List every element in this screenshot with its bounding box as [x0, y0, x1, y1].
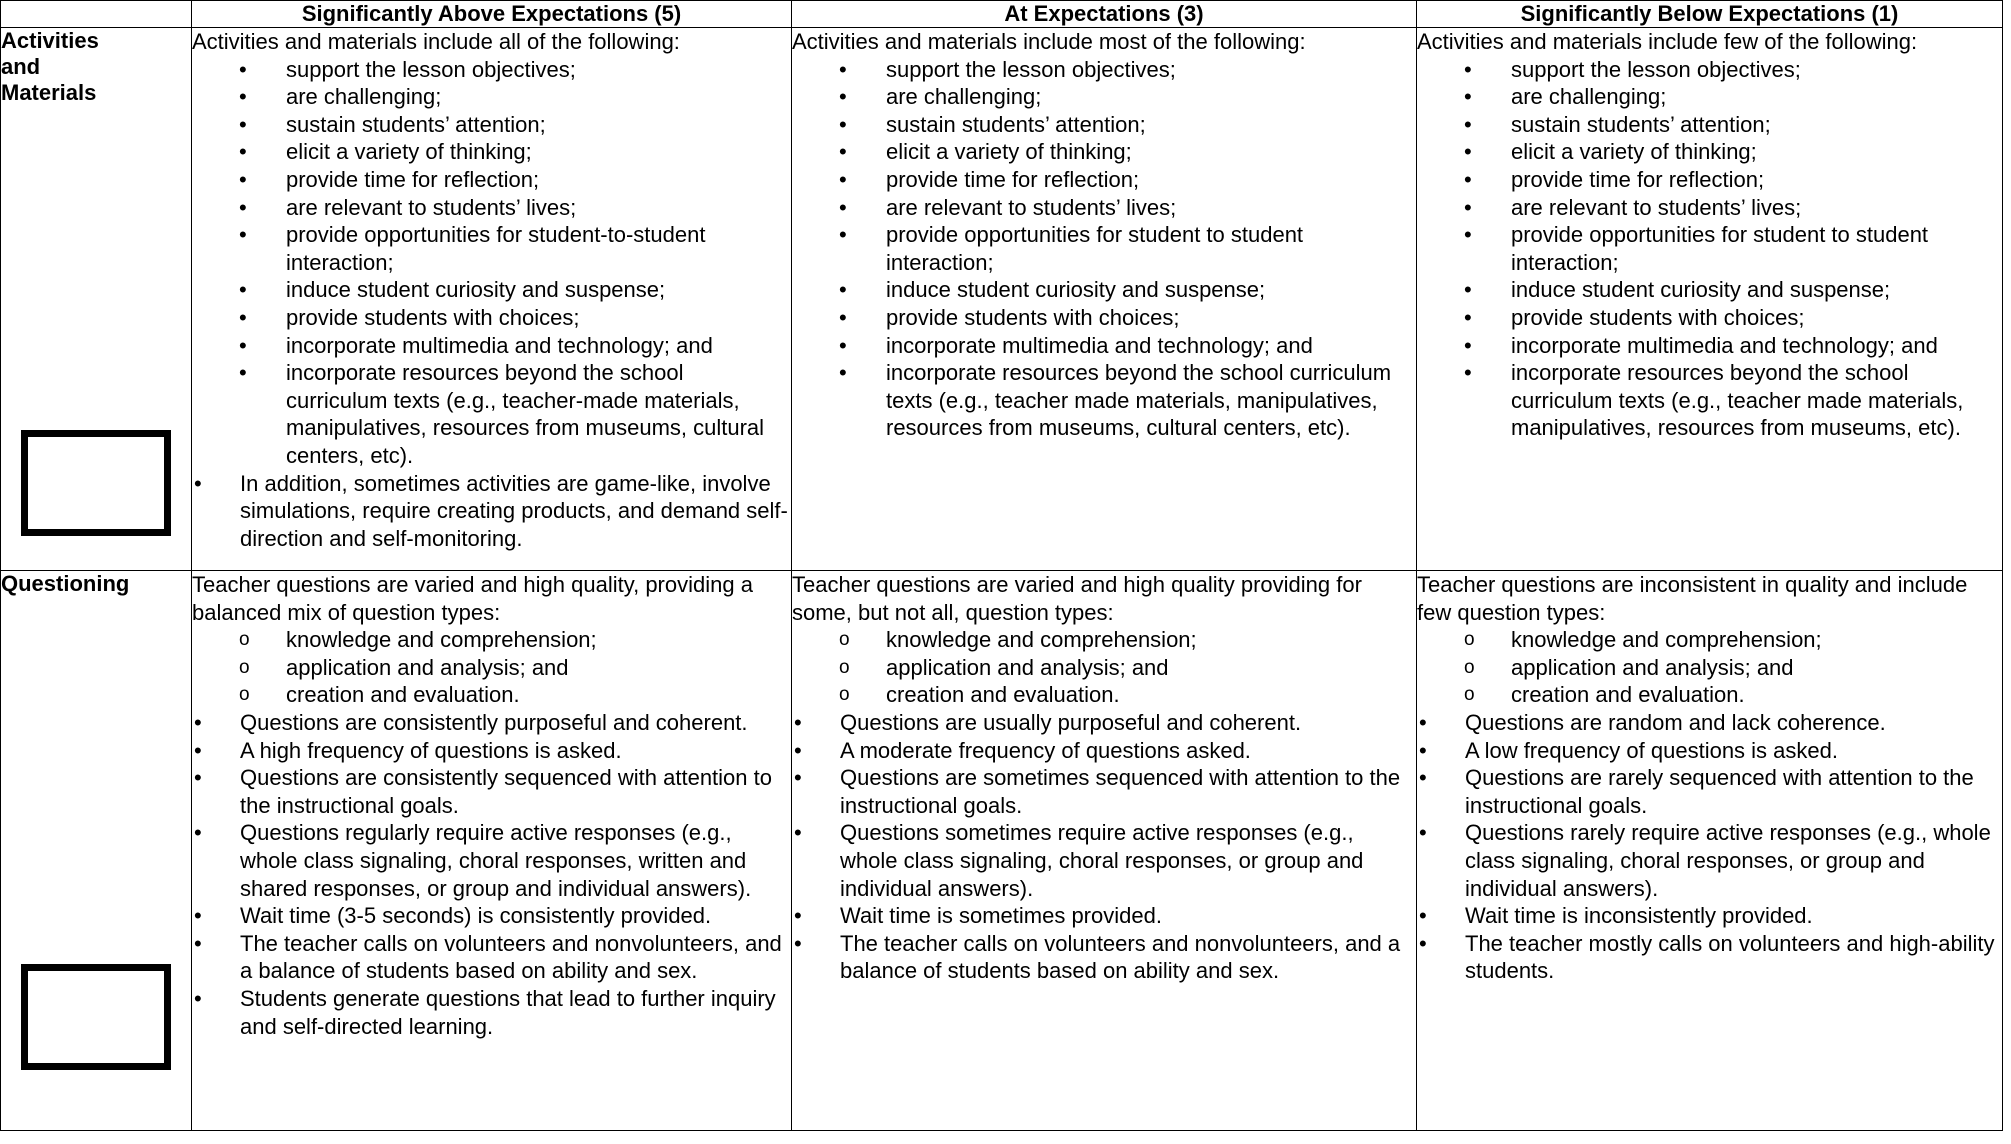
list-item: o application and analysis; and: [192, 654, 791, 682]
list-item: • Wait time is sometimes provided.: [792, 902, 1416, 930]
criteria-list: [1417, 56, 2002, 442]
list-item: • induce student curiosity and suspense;: [192, 276, 791, 304]
list-item: • provide students with choices;: [1417, 304, 2002, 332]
row-label-line: and: [1, 54, 41, 79]
column-header-below: Significantly Below Expectations (1): [1417, 1, 2003, 28]
list-item: • are challenging;: [192, 83, 791, 111]
list-item: • sustain students’ attention;: [1417, 111, 2002, 139]
list-item: • elicit a variety of thinking;: [792, 138, 1416, 166]
criteria-list: [192, 56, 791, 470]
questioning-at-cell: [792, 571, 1417, 1131]
list-item: • are relevant to students’ lives;: [792, 194, 1416, 222]
score-entry-box[interactable]: [21, 964, 171, 1070]
list-item: o application and analysis; and: [1417, 654, 2002, 682]
list-item: • A low frequency of questions is asked.: [1417, 737, 2002, 765]
cell-intro: Activities and materials include most of the following:: [792, 29, 1306, 54]
column-header-above: Significantly Above Expectations (5): [192, 1, 792, 28]
extra-list: [192, 470, 791, 553]
list-item: • Questions are consistently purposeful and coherent.: [192, 709, 791, 737]
list-item: • are challenging;: [792, 83, 1416, 111]
criteria-list: [792, 709, 1416, 985]
list-item: • incorporate resources beyond the school curriculum texts (e.g., teacher made materials, manipulatives, resources from museums, cultural centers, etc).: [792, 359, 1416, 442]
list-item: • incorporate resources beyond the school curriculum texts (e.g., teacher-made materials, manipulatives, resources from museums, cultural centers, etc).: [192, 359, 791, 469]
activities-below-cell: [1417, 28, 2003, 571]
list-item: • Questions are usually purposeful and coherent.: [792, 709, 1416, 737]
list-item: • Students generate questions that lead to further inquiry and self-directed learning.: [192, 985, 791, 1040]
list-item: • support the lesson objectives;: [792, 56, 1416, 84]
row-label-line: Materials: [1, 80, 97, 105]
list-item: • The teacher mostly calls on volunteers and high-ability students.: [1417, 930, 2002, 985]
list-item: • incorporate resources beyond the school curriculum texts (e.g., teacher made materials, manipulatives, resources from museums, etc).: [1417, 359, 2002, 442]
list-item: • elicit a variety of thinking;: [1417, 138, 2002, 166]
row-label-questioning: [1, 571, 192, 1131]
list-item: • incorporate multimedia and technology; and: [792, 332, 1416, 360]
score-entry-box[interactable]: [21, 430, 171, 536]
list-item: • In addition, sometimes activities are game-like, involve simulations, require creating products, and demand self-direction and self-monitoring.: [192, 470, 791, 553]
criteria-list: [792, 56, 1416, 442]
list-item: • sustain students’ attention;: [792, 111, 1416, 139]
row-label-line: Activities: [1, 28, 99, 53]
list-item: • elicit a variety of thinking;: [192, 138, 791, 166]
cell-intro: Teacher questions are varied and high quality providing for some, but not all, question types:: [792, 572, 1362, 625]
list-item: • The teacher calls on volunteers and nonvolunteers, and a balance of students based on ability and sex.: [792, 930, 1416, 985]
list-item: • provide time for reflection;: [1417, 166, 2002, 194]
list-item: o knowledge and comprehension;: [792, 626, 1416, 654]
list-item: • sustain students’ attention;: [192, 111, 791, 139]
criteria-list: [192, 709, 791, 1040]
criteria-list: [1417, 709, 2002, 985]
list-item: • A moderate frequency of questions asked.: [792, 737, 1416, 765]
row-label-activities: [1, 28, 192, 571]
list-item: o creation and evaluation.: [792, 681, 1416, 709]
list-item: • provide opportunities for student to student interaction;: [792, 221, 1416, 276]
list-item: • The teacher calls on volunteers and nonvolunteers, and a balance of students based on ability and sex.: [192, 930, 791, 985]
header-row: [1, 1, 2003, 28]
list-item: • provide opportunities for student-to-student interaction;: [192, 221, 791, 276]
list-item: • incorporate multimedia and technology; and: [192, 332, 791, 360]
list-item: • Wait time (3-5 seconds) is consistently provided.: [192, 902, 791, 930]
list-item: o application and analysis; and: [792, 654, 1416, 682]
list-item: o creation and evaluation.: [1417, 681, 2002, 709]
list-item: • are challenging;: [1417, 83, 2002, 111]
list-item: • provide time for reflection;: [792, 166, 1416, 194]
list-item: • provide students with choices;: [192, 304, 791, 332]
questioning-below-cell: [1417, 571, 2003, 1131]
list-item: • provide opportunities for student to student interaction;: [1417, 221, 2002, 276]
column-header-at: At Expectations (3): [792, 1, 1417, 28]
list-item: • Questions regularly require active responses (e.g., whole class signaling, choral responses, written and shared responses, or group and individual answers).: [192, 819, 791, 902]
activities-at-cell: [792, 28, 1417, 571]
cell-intro: Activities and materials include all of the following:: [192, 29, 680, 54]
list-item: • Questions are rarely sequenced with attention to the instructional goals.: [1417, 764, 2002, 819]
questioning-above-cell: [192, 571, 792, 1131]
question-types-list: [192, 626, 791, 709]
list-item: • support the lesson objectives;: [1417, 56, 2002, 84]
cell-intro: Teacher questions are inconsistent in quality and include few question types:: [1417, 572, 1968, 625]
list-item: • Wait time is inconsistently provided.: [1417, 902, 2002, 930]
cell-intro: Activities and materials include few of the following:: [1417, 29, 1918, 54]
list-item: • Questions sometimes require active responses (e.g., whole class signaling, choral responses, or group and individual answers).: [792, 819, 1416, 902]
list-item: • A high frequency of questions is asked.: [192, 737, 791, 765]
list-item: • Questions are sometimes sequenced with attention to the instructional goals.: [792, 764, 1416, 819]
row-label-line: Questioning: [1, 571, 130, 596]
activities-above-cell: [192, 28, 792, 571]
list-item: • induce student curiosity and suspense;: [1417, 276, 2002, 304]
list-item: o knowledge and comprehension;: [192, 626, 791, 654]
list-item: o creation and evaluation.: [192, 681, 791, 709]
list-item: • support the lesson objectives;: [192, 56, 791, 84]
list-item: • are relevant to students’ lives;: [1417, 194, 2002, 222]
list-item: • induce student curiosity and suspense;: [792, 276, 1416, 304]
list-item: • provide time for reflection;: [192, 166, 791, 194]
list-item: • provide students with choices;: [792, 304, 1416, 332]
question-types-list: [792, 626, 1416, 709]
corner-cell: [1, 1, 192, 28]
list-item: • Questions are random and lack coherence.: [1417, 709, 2002, 737]
list-item: • Questions rarely require active responses (e.g., whole class signaling, choral responses, or group and individual answers).: [1417, 819, 2002, 902]
list-item: • incorporate multimedia and technology; and: [1417, 332, 2002, 360]
cell-intro: Teacher questions are varied and high quality, providing a balanced mix of question types:: [192, 572, 753, 625]
question-types-list: [1417, 626, 2002, 709]
list-item: o knowledge and comprehension;: [1417, 626, 2002, 654]
list-item: • Questions are consistently sequenced with attention to the instructional goals.: [192, 764, 791, 819]
list-item: • are relevant to students’ lives;: [192, 194, 791, 222]
activities-row: [1, 28, 2003, 571]
questioning-row: [1, 571, 2003, 1131]
